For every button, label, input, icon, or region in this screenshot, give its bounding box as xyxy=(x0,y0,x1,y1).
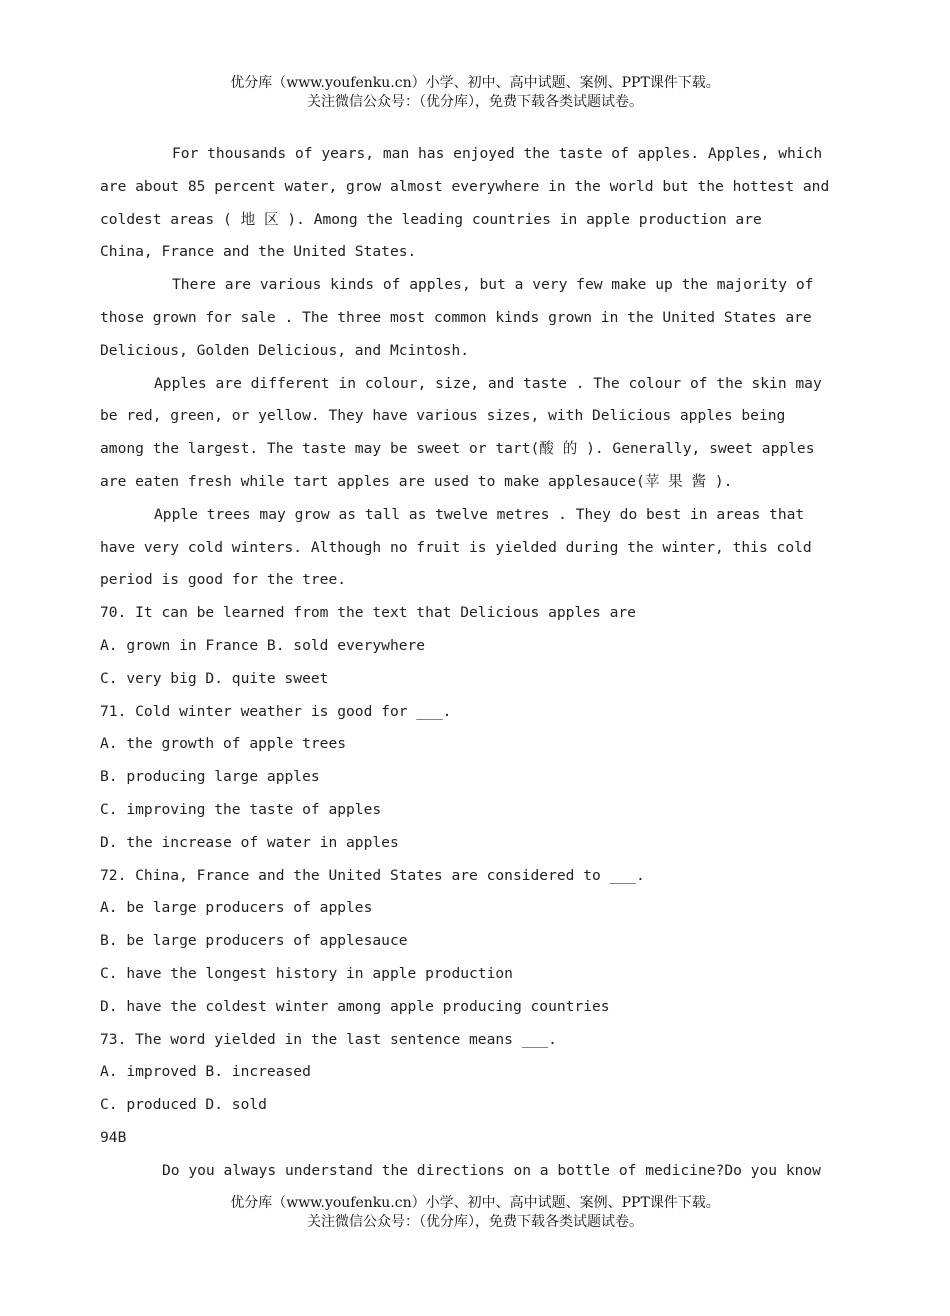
text-line: among the largest. The taste may be sweet or tart(酸 的 ). Generally, sweet apples xyxy=(100,440,815,458)
question-72 xyxy=(100,860,860,1024)
footer-line-2: 关注微信公众号：（优分库），免费下载各类试题试卷。 xyxy=(307,1214,643,1230)
text-line: China, France and the United States. xyxy=(100,243,417,261)
question-stem: 72. China, France and the United States are considered to ___. xyxy=(100,866,645,884)
question-stem: 73. The word yielded in the last sentence means ___. xyxy=(100,1030,557,1048)
text-line: be red, green, or yellow. They have various sizes, with Delicious apples being xyxy=(100,407,786,425)
text-line: Delicious, Golden Delicious, and Mcintosh. xyxy=(100,341,470,359)
text-line: Apple trees may grow as tall as twelve metres . They do best in areas that xyxy=(154,505,805,523)
question-option: A. improved B. increased xyxy=(100,1063,311,1081)
question-option: C. improving the taste of apples xyxy=(100,800,382,818)
question-70 xyxy=(100,597,860,695)
question-stem: 70. It can be learned from the text that Delicious apples are xyxy=(100,604,636,622)
question-option: C. produced D. sold xyxy=(100,1096,267,1114)
passage-paragraph-4 xyxy=(100,499,860,597)
question-option: D. the increase of water in apples xyxy=(100,833,399,851)
header-line-2: 关注微信公众号：（优分库），免费下载各类试题试卷。 xyxy=(307,94,643,110)
text-line: coldest areas ( 地 区 ). Among the leading countries in apple production are xyxy=(100,210,762,228)
text-line: There are various kinds of apples, but a very few make up the majority of xyxy=(172,276,814,294)
question-option: D. have the coldest winter among apple producing countries xyxy=(100,997,610,1015)
page-header xyxy=(0,74,950,112)
question-option: C. very big D. quite sweet xyxy=(100,669,329,687)
question-option: B. be large producers of applesauce xyxy=(100,932,408,950)
passage-paragraph-3 xyxy=(100,368,860,499)
text-line: have very cold winters. Although no fruit is yielded during the winter, this cold xyxy=(100,538,812,556)
text-line: are about 85 percent water, grow almost everywhere in the world but the hottest and xyxy=(100,177,830,195)
text-line: For thousands of years, man has enjoyed the taste of apples. Apples, which xyxy=(172,145,823,162)
text-line: Apples are different in colour, size, and taste . The colour of the skin may xyxy=(154,374,822,392)
question-option: A. the growth of apple trees xyxy=(100,735,347,753)
question-option: A. be large producers of apples xyxy=(100,899,373,917)
page-footer xyxy=(0,1194,950,1232)
question-option: A. grown in France B. sold everywhere xyxy=(100,636,426,654)
question-option: C. have the longest history in apple production xyxy=(100,964,513,982)
text-line: are eaten fresh while tart apples are used to make applesauce(苹 果 酱 ). xyxy=(100,472,733,490)
text-line: period is good for the tree. xyxy=(100,571,347,589)
passage-paragraph-1 xyxy=(100,138,860,269)
document-body xyxy=(100,138,860,1188)
passage-paragraph-2 xyxy=(100,269,860,367)
next-passage-start: Do you always understand the directions on a bottle of medicine?Do you know xyxy=(162,1161,821,1179)
footer-line-1: 优分库（www.youfenku.cn）小学、初中、高中试题、案例、PPT课件下载。 xyxy=(230,1195,720,1211)
section-label: 94B xyxy=(100,1128,127,1146)
question-option: B. producing large apples xyxy=(100,768,320,786)
header-line-1: 优分库（www.youfenku.cn）小学、初中、高中试题、案例、PPT课件下载。 xyxy=(230,75,720,91)
question-73 xyxy=(100,1024,860,1122)
text-line: those grown for sale . The three most common kinds grown in the United States are xyxy=(100,308,812,326)
question-stem: 71. Cold winter weather is good for ___. xyxy=(100,702,452,720)
question-71 xyxy=(100,696,860,860)
